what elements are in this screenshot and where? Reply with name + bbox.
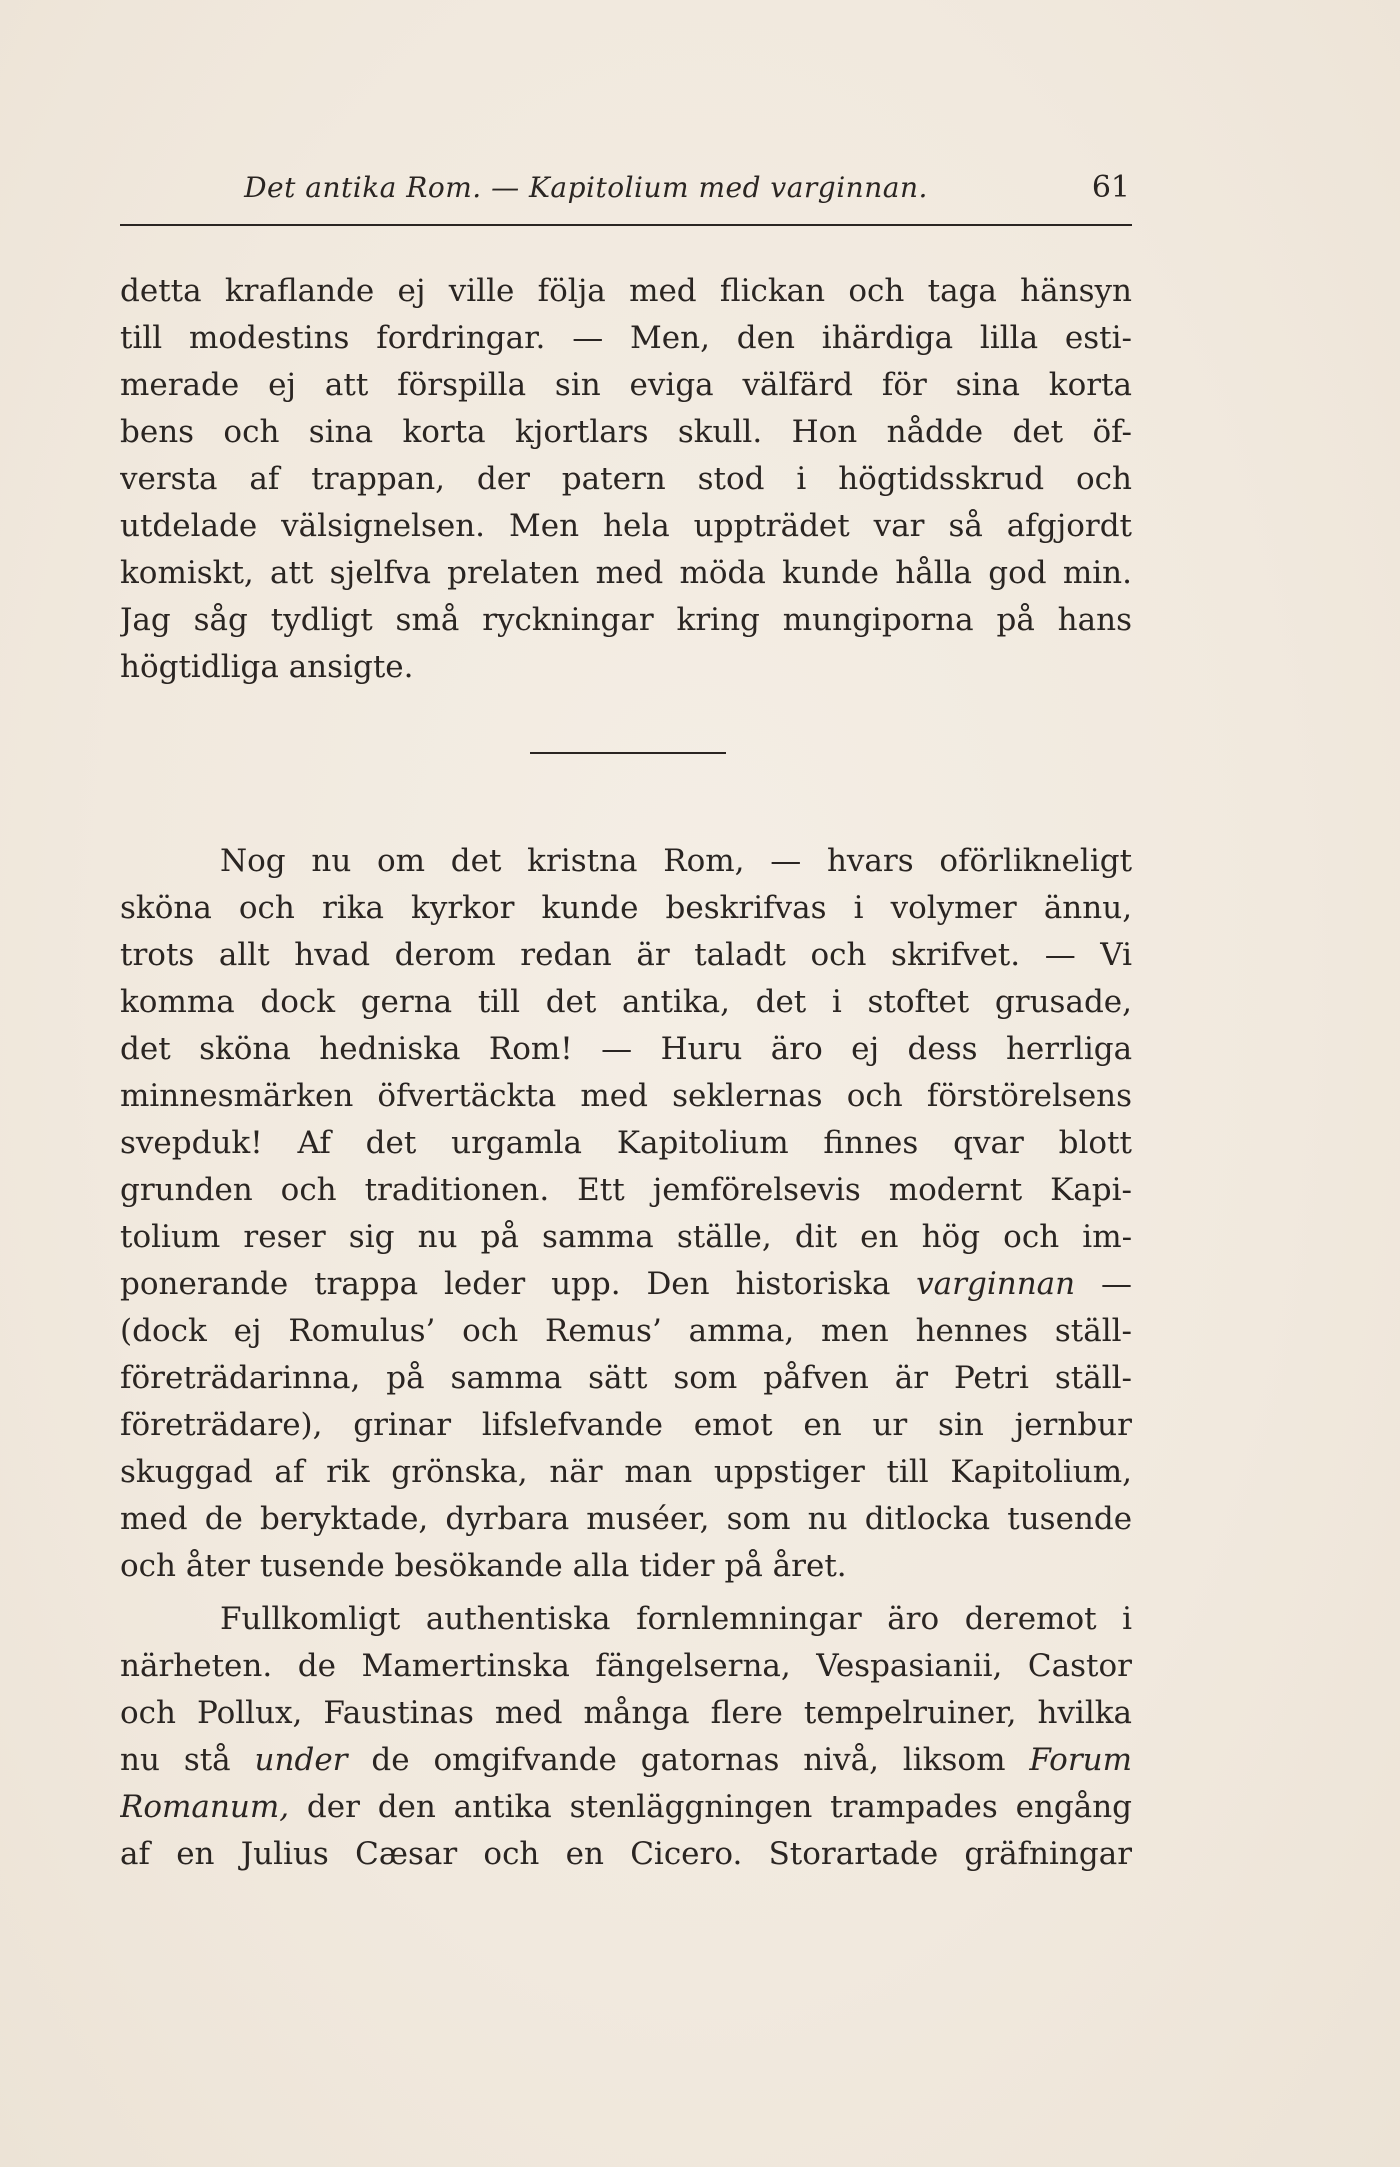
- text-line: och Pollux, Faustinas med många flere tempelruiner, hvilka: [120, 1695, 1132, 1731]
- text-line: trots allt hvad derom redan är taladt och skrifvet. — Vi: [120, 937, 1132, 973]
- text-line: utdelade välsignelsen. Men hela uppträdet var så afgjordt: [120, 508, 1132, 544]
- text-line: (dock ej Romulus’ och Remus’ amma, men hennes ställ-: [120, 1313, 1132, 1349]
- text-line: Romanum, der den antika stenläggningen trampades engång: [120, 1789, 1132, 1825]
- text-line: komma dock gerna till det antika, det i stoftet grusade,: [120, 984, 1132, 1020]
- running-title: Det antika Rom. — Kapitolium med varginnan.: [244, 171, 928, 204]
- text-line: Jag såg tydligt små ryckningar kring mungiporna på hans: [120, 602, 1132, 638]
- paragraph-2: [120, 838, 1132, 1590]
- text-line: ponerande trappa leder upp. Den historiska varginnan —: [120, 1266, 1132, 1302]
- italic-word: Romanum,: [120, 1789, 290, 1825]
- text-line: detta kraflande ej ville följa med flickan och taga hänsyn: [120, 273, 1132, 309]
- text-line: med de beryktade, dyrbara muséer, som nu ditlocka tusende: [120, 1501, 1132, 1537]
- text-line: och åter tusende besökande alla tider på året.: [120, 1548, 847, 1584]
- text-line: Fullkomligt authentiska fornlemningar äro deremot i: [220, 1601, 1132, 1637]
- text-line: nu stå under de omgifvande gatornas nivå, liksom Forum: [120, 1742, 1132, 1778]
- text-line: företrädarinna, på samma sätt som påfven är Petri ställ-: [120, 1360, 1132, 1396]
- running-head: [120, 168, 1132, 212]
- text-line: af en Julius Cæsar och en Cicero. Storartade gräfningar: [120, 1836, 1132, 1872]
- text-line: till modestins fordringar. — Men, den ihärdiga lilla esti-: [120, 320, 1132, 356]
- paragraph-1: [120, 268, 1132, 691]
- text-line: högtidliga ansigte.: [120, 649, 414, 685]
- text-line: merade ej att förspilla sin eviga välfärd för sina korta: [120, 367, 1132, 403]
- text-line: tolium reser sig nu på samma ställe, dit en hög och im-: [120, 1219, 1132, 1255]
- header-rule: [120, 224, 1132, 226]
- text-line: komiskt, att sjelfva prelaten med möda kunde hålla god min.: [120, 555, 1132, 591]
- text-line: Nog nu om det kristna Rom, — hvars oförlikneligt: [220, 843, 1132, 879]
- text-line: företrädare), grinar lifslefvande emot en ur sin jernbur: [120, 1407, 1132, 1443]
- text-line: bens och sina korta kjortlars skull. Hon nådde det öf-: [120, 414, 1132, 450]
- text-line: sköna och rika kyrkor kunde beskrifvas i volymer ännu,: [120, 890, 1132, 926]
- section-divider: [530, 752, 726, 754]
- text-line: det sköna hedniska Rom! — Huru äro ej dess herrliga: [120, 1031, 1132, 1067]
- italic-word: under: [254, 1742, 348, 1778]
- paragraph-3: [120, 1596, 1132, 1878]
- text-line: grunden och traditionen. Ett jemförelsevis modernt Kapi-: [120, 1172, 1132, 1208]
- text-line: versta af trappan, der patern stod i högtidsskrud och: [120, 461, 1132, 497]
- page-number: 61: [1091, 170, 1130, 205]
- text-line: svepduk! Af det urgamla Kapitolium finnes qvar blott: [120, 1125, 1132, 1161]
- text-line: närheten. de Mamertinska fängelserna, Vespasianii, Castor: [120, 1648, 1132, 1684]
- text-line: skuggad af rik grönska, när man uppstiger till Kapitolium,: [120, 1454, 1132, 1490]
- italic-word: varginnan: [916, 1266, 1076, 1302]
- italic-word: Forum: [1029, 1742, 1132, 1778]
- text-line: minnesmärken öfvertäckta med seklernas och förstörelsens: [120, 1078, 1132, 1114]
